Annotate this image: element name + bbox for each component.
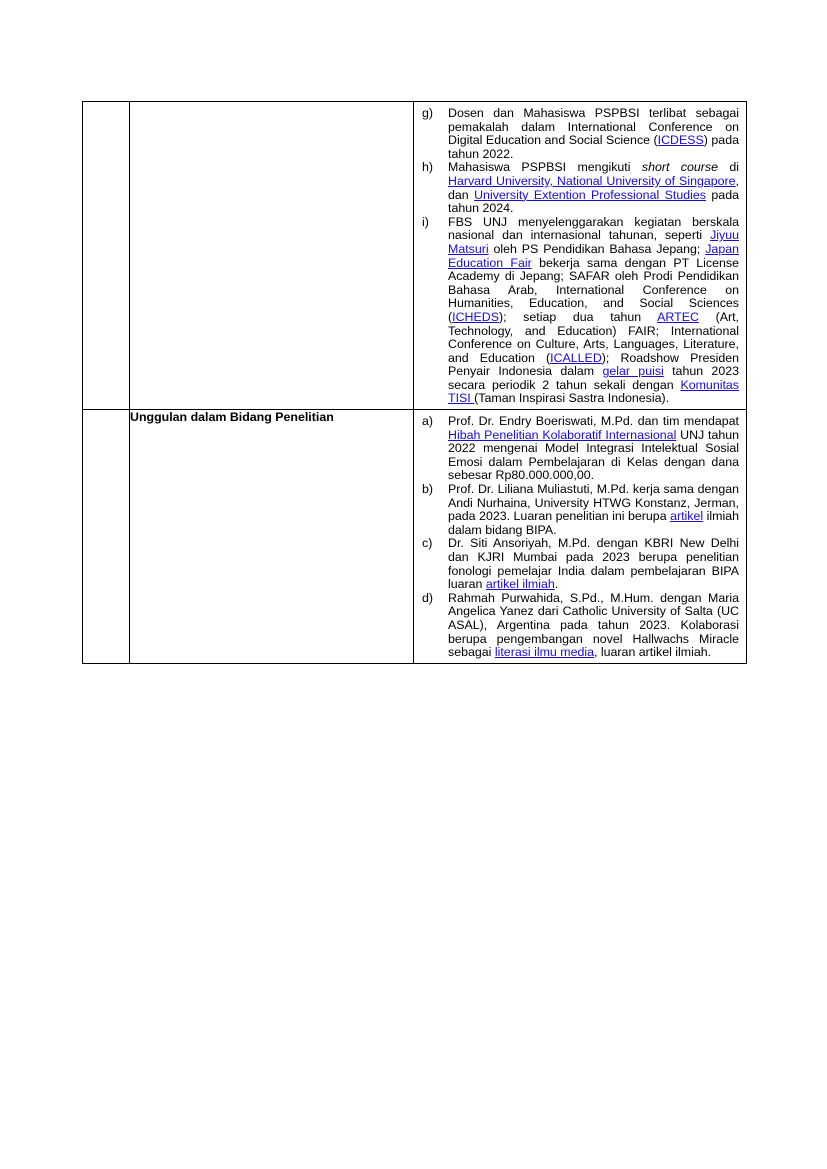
number-cell [83, 102, 130, 410]
hyperlink[interactable]: ICHEDS [452, 309, 499, 324]
text-run: Prof. Dr. Endry Boeriswati, M.Pd. dan tim mendapat [448, 414, 739, 429]
list-marker: g) [422, 106, 434, 120]
text-run: ilmiah dalam bidang BIPA. [448, 509, 739, 537]
hyperlink[interactable]: Japan Education Fair [448, 241, 739, 270]
text-run: , dan [448, 173, 739, 202]
list-item [422, 483, 739, 537]
hyperlink[interactable]: Komunitas TISI [448, 377, 739, 406]
text-run: tahun 2023 secara periodik 2 tahun sekali dengan [448, 364, 739, 392]
table-body [83, 102, 747, 664]
text-run: Rahmah Purwahida, S.Pd., M.Hum. dengan Maria Angelica Yanez dari Catholic University of Salta (UC ASAL), Argentina pada tahun 2023. Kolaborasi berupa pengembangan novel Hallwachs Miracle sebagai [448, 590, 739, 660]
list-item [422, 107, 739, 161]
item-text [448, 216, 739, 406]
list-item [422, 216, 739, 406]
content-cell [414, 102, 747, 410]
table-row [83, 102, 747, 410]
list-marker: d) [422, 590, 434, 605]
item-text [448, 161, 739, 215]
hyperlink[interactable]: ICDESS [657, 133, 704, 148]
text-run: UNJ tahun 2022 mengenai Model Integrasi Intelektual Sosial Emosi dalam Pembelajaran di Kelas dengan dana sebesar Rp80.000.000,00. [448, 427, 740, 483]
hyperlink[interactable]: Harvard University, National University of Singapore [448, 173, 736, 188]
hyperlink[interactable]: ARTEC [657, 309, 699, 324]
content-cell [414, 410, 747, 664]
item-text [448, 483, 739, 537]
text-run: pada tahun 2024. [448, 187, 739, 216]
category-label: Unggulan dalam Bidang Penelitian [130, 410, 414, 664]
hyperlink[interactable]: gelar puisi [602, 364, 664, 379]
list-item [422, 537, 739, 591]
item-text [448, 592, 739, 660]
list-item [422, 415, 739, 483]
list-item [422, 592, 739, 660]
text-run: oleh PS Pendidikan Bahasa Jepang; [488, 241, 706, 256]
list-item [422, 161, 739, 215]
text-run: Dosen dan Mahasiswa PSPBSI terlibat sebagai pemakalah dalam International Conference on Digital Education and Social Science ( [448, 106, 739, 148]
hyperlink[interactable]: literasi ilmu media [494, 645, 595, 660]
list-marker: h) [422, 160, 434, 175]
text-run: Mahasiswa PSPBSI mengikuti [448, 160, 642, 175]
text-run: , luaran artikel ilmiah. [594, 645, 712, 660]
item-list [414, 410, 746, 663]
italic-text: short course [641, 160, 718, 175]
table-row [83, 410, 747, 664]
text-run: ); Roadshow Presiden Penyair Indonesia dalam [448, 350, 740, 379]
number-cell [83, 410, 130, 664]
text-run: Prof. Dr. Liliana Muliastuti, M.Pd. kerja sama dengan Andi Nurhaina, University HTWG Konstanz, Jerman, pada 2023. Luaran penelitian ini berupa [448, 482, 739, 524]
hyperlink[interactable]: University Extention Professional Studies [474, 187, 706, 202]
list-marker: b) [422, 482, 434, 497]
item-list [414, 102, 746, 409]
hyperlink[interactable]: artikel [670, 509, 704, 524]
text-run: bekerja sama dengan PT License Academy di Jepang; SAFAR oleh Prodi Pendidikan Bahasa Arab, International Conference on Humanities, Education, and Social Sciences ( [448, 255, 739, 324]
hyperlink[interactable]: Jiyuu Matsuri [448, 228, 739, 256]
list-marker: a) [422, 414, 434, 429]
text-run: (Taman Inspirasi Sastra Indonesia). [474, 391, 670, 406]
text-run: ) pada tahun 2022. [448, 133, 739, 161]
text-run: FBS UNJ menyelenggarakan kegiatan berskala nasional dan internasional tahunan, seperti [448, 214, 739, 243]
hyperlink[interactable]: Hibah Penelitian Kolaboratif Internasional [448, 427, 677, 442]
item-text [448, 537, 739, 591]
text-run: Dr. Siti Ansoriyah, M.Pd. dengan KBRI New Delhi dan KJRI Mumbai pada 2023 berupa penelitian fonologi pemelajar India dalam pembelajaran BIPA luaran [448, 536, 739, 592]
text-run: (Art, Technology, and Education) FAIR; International Conference on Culture, Arts, Languages, Literature, and Education ( [448, 309, 739, 365]
hyperlink[interactable]: ICALLED [550, 350, 602, 365]
text-run: . [554, 577, 559, 592]
item-text [448, 107, 739, 161]
text-run: di [717, 160, 739, 175]
list-marker: c) [422, 536, 433, 551]
text-run: ); setiap dua tahun [498, 309, 658, 324]
hyperlink[interactable]: artikel ilmiah [485, 577, 555, 592]
list-marker: i) [422, 214, 429, 229]
document-table [82, 101, 747, 664]
item-text [448, 415, 739, 483]
category-label [130, 102, 414, 410]
